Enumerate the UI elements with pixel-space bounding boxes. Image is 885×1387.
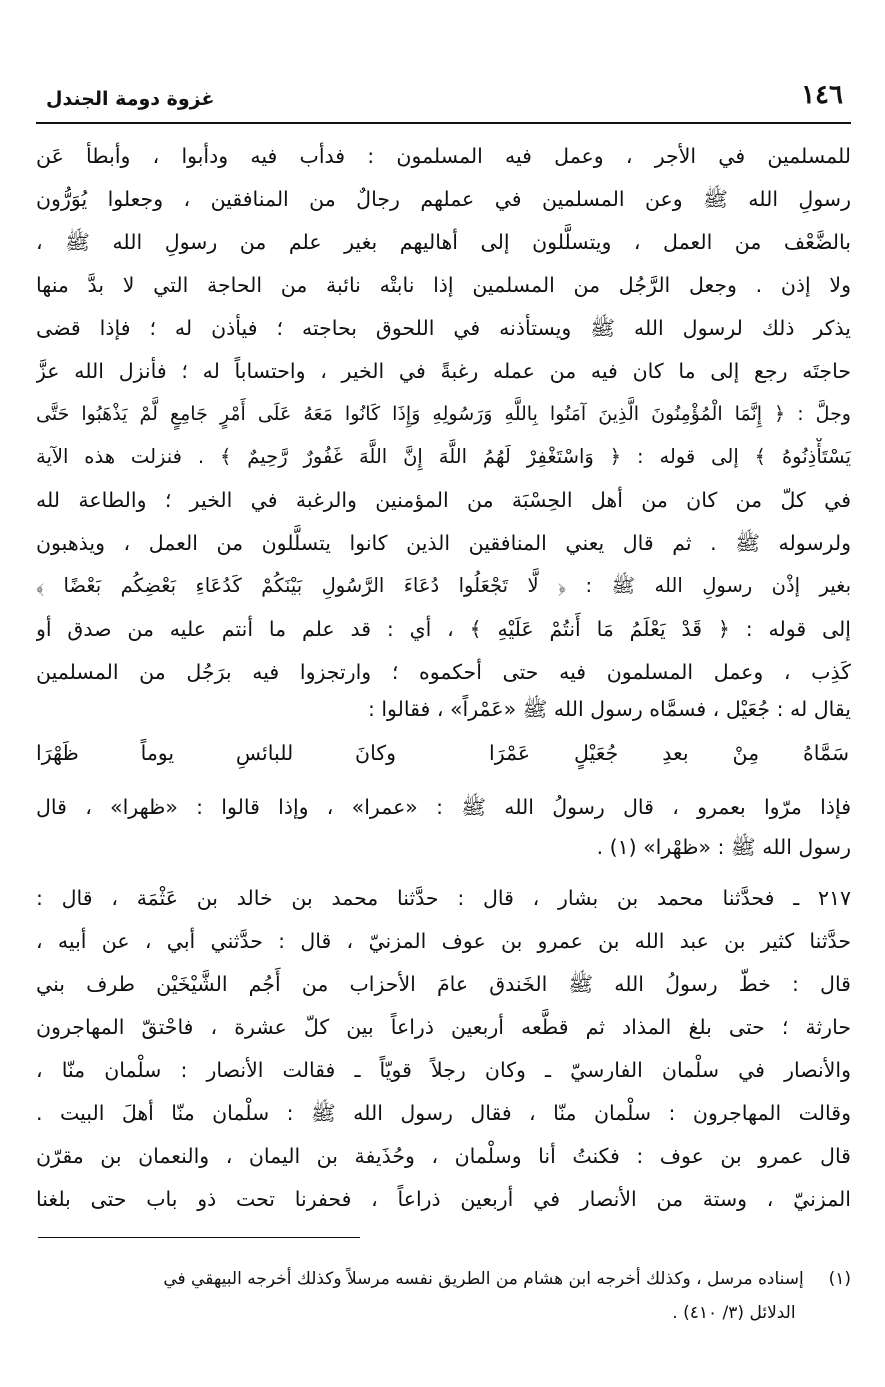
body-line: للمسلمين في الأجر ، وعمل فيه المسلمون : فدأب فيه ودأبوا ، وأبطأ عَن [36,144,851,168]
page-header [36,78,851,124]
body-line-quran: يَسْتَأْذِنُوهُ ﴾ إلى قوله : ﴿ وَاسْتَغْفِرْ لَهُمُ اللَّهَ إِنَّ اللَّهَ غَفُورٌ رَّحِيمٌ ﴾ . فنزلت هذه الآية [36,445,851,468]
footnote-line [36,1262,851,1296]
footnote-line [36,1296,851,1330]
hadith-line: والأنصار في سلْمان الفارسيّ ـ وكان رجلاً قويّاً ـ فقالت الأنصار : سلْمان منّا ، [36,1058,851,1082]
hadith-line: قال عمرو بن عوف : فكنتُ أنا وسلْمان ، وحُذَيفة بن اليمان ، والنعمان بن مقرّن [36,1144,851,1168]
footnote-separator [38,1237,360,1238]
body-line-quran: بغير إذْن رسولِ الله ﷺ : ﴿ لَّا تَجْعَلُوا دُعَاءَ الرَّسُولِ بَيْنَكُمْ كَدُعَاءِ بَعْضِكُم بَعْضًا ﴾ [36,574,851,597]
footnote-marker: (١) [828,1269,851,1289]
footnote-text: إسناده مرسل ، وكذلك أخرجه ابن هشام من الطريق نفسه مرسلاً وكذلك أخرجه البيهقي في [163,1269,804,1289]
after-verse-line: رسول الله ﷺ : «ظهْرا» (١) . [596,835,851,859]
body-line: بالضَّعْف من العمل ، ويتسلَّلون إلى أهاليهم بغير علم من رسولِ الله ﷺ ، [36,230,851,254]
body-line: ولا إذن . وجعل الرَّجُل من المسلمين إذا نابتْه نائبة من الحاجة التي لا بدَّ منها [36,273,851,297]
body-line: إلى قوله : ﴿ قَدْ يَعْلَمُ مَا أَنتُمْ عَلَيْهِ ﴾ ، أي : قد علم ما أنتم عليه من صدق أو [36,617,851,641]
running-title: غزوة دومة الجندل [46,88,215,110]
hadith-line: قال : خطّ رسولُ الله ﷺ الخَندق عامَ الأحزاب من أَجُم الشَّيْخَيْن طرف بني [36,972,851,996]
hadith-line: وقالت المهاجرون : سلْمان منّا ، فقال رسول الله ﷺ : سلْمان منّا أهلَ البيت . [36,1101,851,1125]
verse-first-hemistich: سَمَّاهُ مِنْ بعدِ جُعَيْلٍ عَمْرَا [489,741,849,765]
body-line-quran: وجلَّ : ﴿ إِنَّمَا الْمُؤْمِنُونَ الَّذِينَ آمَنُوا بِاللَّهِ وَرَسُولِهِ وَإِذَا كَانُوا مَعَهُ عَلَى أَمْرٍ جَامِعٍ لَّمْ يَذْهَبُوا حَتَّى [36,403,851,425]
hadith-line: المزنيّ ، وستة من الأنصار في أربعين ذراعاً ، فحفرنا تحت ذو باب حتى بلغنا [36,1187,851,1211]
body-line: ولرسوله ﷺ . ثم قال يعني المنافقين الذين كانوا يتسلَّلون من العمل ، ويذهبون [36,531,851,555]
hadith-line: ٢١٧ ـ فحدَّثنا محمد بن بشار ، قال : حدَّثنا محمد بن خالد بن عَثْمَة ، قال : [36,886,851,910]
hadith-line: حدَّثنا كثير بن عبد الله بن عمرو بن عوف المزنيّ ، قال : حدَّثني أبي ، عن أبيه ، [36,929,851,953]
body-line: يقال له : جُعَيْل ، فسمَّاه رسول الله ﷺ «عَمْراً» ، فقالوا : [367,697,851,721]
footnote-text: الدلائل (٣/ ٤١٠) . [672,1303,796,1323]
after-verse-line: فإذا مرّوا بعمرو ، قال رسولُ الله ﷺ : «عمرا» ، وإذا قالوا : «ظهرا» ، قال [36,795,851,819]
body-line: في كلّ من كان من أهل الحِسْبَة من المؤمنين والرغبة في الخير ؛ والطاعة لله [36,488,851,512]
hadith-line: حارثة ؛ حتى بلغ المذاد ثم قطَّعه أربعين ذراعاً بين كلّ عشرة ، فاحْتقّ المهاجرون [36,1015,851,1039]
page-number: ١٤٦ [801,80,843,110]
body-line: كَذِب ، وعمل المسلمون فيه حتى أحكموه ؛ وارتجزوا فيه برَجُل من المسلمين [36,660,851,684]
body-line: رسولِ الله ﷺ وعن المسلمين في عملهم رجالٌ من المنافقين ، وجعلوا يُوَرُّون [36,187,851,211]
verse-second-hemistich: وكانَ للبائسِ يوماً ظَهْرَا [36,741,396,765]
body-line: يذكر ذلك لرسول الله ﷺ ويستأذنه في اللحوق بحاجته ؛ فيأذن له ؛ فإذا قضى [36,316,851,340]
body-line: حاجتَه رجع إلى ما كان فيه من عمله رغبةً في الخير ، واحتساباً له ؛ فأنزل الله عزَّ [36,359,851,383]
